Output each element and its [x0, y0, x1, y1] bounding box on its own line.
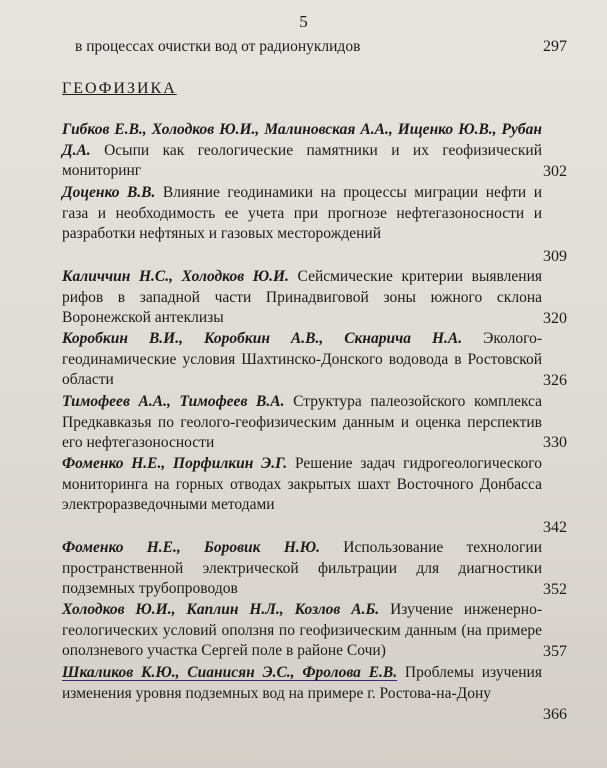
entry-page: 309 [543, 248, 567, 265]
entry-authors: Фоменко Н.Е., Порфилкин Э.Г. [62, 455, 288, 472]
entry-authors: Коробкин В.И., Коробкин А.В., Скнарича Н.А. [62, 330, 463, 347]
page-number: 5 [299, 12, 308, 31]
entry-authors: Шкаликов К.Ю., Сианисян Э.С., Фролова Е.В. [62, 664, 398, 681]
entry-title: Сейсмические критерии выявления рифов в западной части Принадвиговой зоны южного склона Воронежской антеклизы [62, 268, 542, 326]
entry-title: Изучение инженерно-геологических условий оползня по геофизическим данным (на примере оползневого участка Сергей поле в районе Сочи) [62, 601, 542, 659]
entry-page: 366 [543, 706, 567, 723]
entry-authors: Каличчин Н.С., Холодков Ю.И. [62, 268, 289, 285]
entry-page: 320 [543, 310, 567, 327]
entry-page: 326 [543, 372, 567, 389]
entry-authors: Фоменко Н.Е., Боровик Н.Ю. [62, 539, 320, 556]
toc-entry [62, 329, 542, 391]
top-entry-text: в процессах очистки вод от радионуклидов [75, 38, 361, 55]
entry-title: Использование технологии пространственной электрической фильтрации для диагностики подземных трубопроводов [62, 539, 542, 597]
toc-entry [62, 392, 542, 454]
entry-title: Влияние геодинамики на процессы миграции нефти и газа и необходимость ее учета при прогнозе нефтегазоносности и разработки нефтяных и газовых месторождений [62, 184, 543, 242]
entry-page: 352 [543, 581, 567, 598]
entry-authors: Тимофеев А.А., Тимофеев В.А. [62, 393, 285, 410]
entry-title: Осыпи как геологические памятники и их геофизический мониторинг [62, 141, 542, 179]
entry-page: 330 [543, 434, 567, 451]
toc-entry [62, 120, 542, 182]
entry-authors: Гибков Е.В., Холодков Ю.И., Малиновская А.А., Ищенко Ю.В., Рубан Д.А. [62, 121, 542, 159]
entry-title: Структура палеозойского комплекса Предкавказья по геолого-геофизическим данным и оценка перспектив его нефтегазоносности [62, 393, 542, 451]
toc-entry [62, 183, 542, 245]
top-entry-page: 297 [543, 38, 567, 55]
toc-entry [62, 663, 542, 704]
entry-page: 302 [543, 163, 567, 180]
entry-authors: Доценко В.В. [62, 184, 156, 201]
entry-title: Решение задач гидрогеологического мониторинга на горных отводах закрытых шахт Восточного Донбасса электроразведочными методами [62, 455, 542, 513]
entry-authors: Холодков Ю.И., Каплин Н.Л., Козлов А.Б. [62, 601, 380, 618]
entry-page: 357 [543, 643, 567, 660]
toc-entry [62, 538, 542, 600]
toc-entry [62, 267, 542, 329]
entry-title: Проблемы изучения изменения уровня подземных вод на примере г. Ростова-на-Дону [62, 664, 542, 702]
toc-entry [62, 600, 542, 662]
entry-page: 342 [543, 519, 567, 536]
entry-title: Эколого-геодинамические условия Шахтинско-Донского водовода в Ростовской области [62, 330, 543, 388]
section-title: ГЕОФИЗИКА [62, 80, 177, 97]
toc-entry [62, 454, 542, 516]
